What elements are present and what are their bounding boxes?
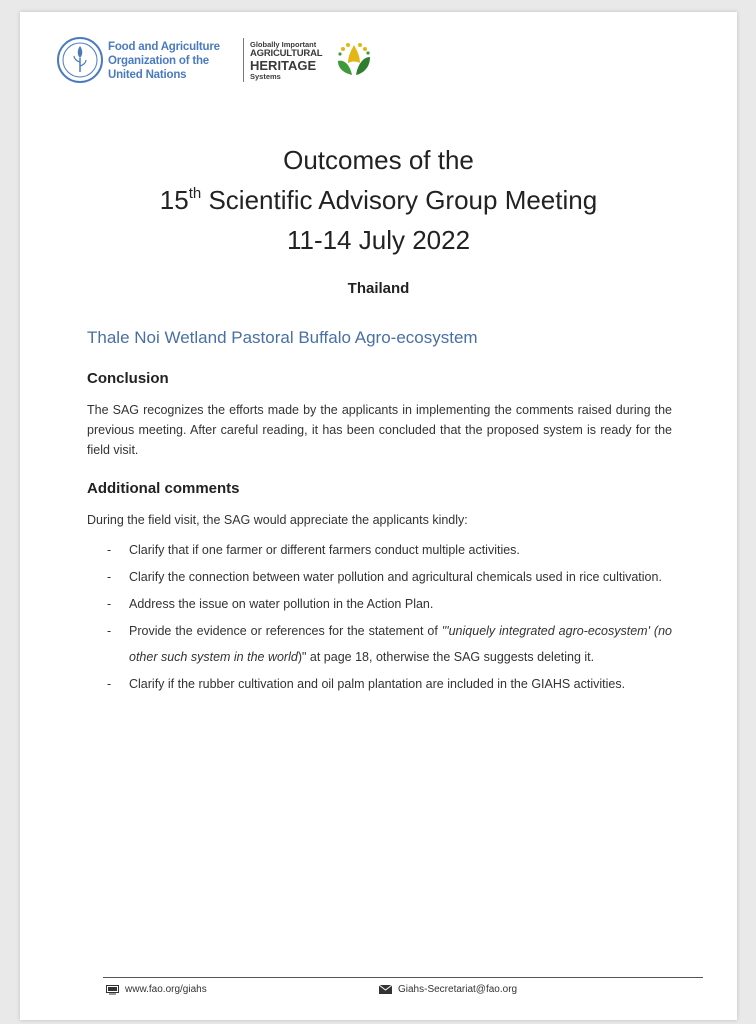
list-item [87, 537, 672, 563]
list-item-text: Clarify if the rubber cultivation and oil palm plantation are included in the GIAHS activities. [129, 677, 626, 691]
header-divider [243, 38, 244, 82]
giahs-line3: HERITAGE [250, 58, 317, 73]
site-name-heading: Thale Noi Wetland Pastoral Buffalo Agro-ecosystem [87, 328, 478, 347]
list-item-text: Address the issue on water pollution in the Action Plan. [129, 597, 434, 611]
list-item-quote: "'uniquely integrated agro-ecosystem' (no other such system in the world [129, 624, 672, 664]
bullet-dash: - [107, 624, 112, 638]
title-line-3: 11-14 July 2022 [286, 225, 471, 255]
giahs-logo-icon [334, 39, 374, 79]
conclusion-text: The SAG recognizes the efforts made by the applicants in implementing the comments raised during the previous meeting. After careful reading, it has been concluded that the proposed system is ready for the field visit. [87, 403, 672, 457]
giahs-line1: Globally Important [250, 40, 317, 49]
footer-website[interactable] [106, 984, 207, 995]
fao-name-line: Organization of the [108, 55, 209, 67]
bullet-dash: - [107, 543, 112, 557]
title-line-2 [20, 180, 737, 220]
footer-email[interactable] [379, 984, 517, 995]
title-meeting-number: 15 [159, 185, 189, 215]
footer-website-link[interactable]: www.fao.org/giahs [125, 984, 207, 995]
list-item [87, 564, 672, 590]
document-page [20, 12, 737, 1020]
bullet-dash: - [107, 597, 112, 611]
comments-list [87, 537, 672, 698]
conclusion-heading: Conclusion [87, 370, 169, 387]
list-item [87, 591, 672, 617]
list-item-text: Clarify that if one farmer or different farmers conduct multiple activities. [129, 543, 520, 557]
title-ordinal-suffix: th [188, 185, 202, 202]
list-item [87, 618, 672, 670]
additional-comments-heading: Additional comments [87, 480, 240, 497]
list-item-text-mid: )" [297, 650, 307, 664]
monitor-icon [106, 985, 119, 995]
list-item-text-pre: Provide the evidence or references for the statement of [129, 624, 442, 638]
envelope-icon [379, 985, 392, 994]
country-heading: Thailand [347, 280, 410, 297]
fao-name-line: United Nations [108, 69, 187, 81]
giahs-line4: Systems [250, 72, 281, 81]
footer-rule [103, 977, 703, 978]
additional-comments-intro: During the field visit, the SAG would appreciate the applicants kindly: [87, 513, 468, 527]
list-item-text-post: at page 18, otherwise the SAG suggests deleting it. [306, 650, 595, 664]
list-item [87, 671, 672, 697]
fao-name-line: Food and Agriculture [108, 41, 220, 53]
footer-email-link[interactable]: Giahs-Secretariat@fao.org [398, 984, 518, 995]
bullet-dash: - [107, 677, 112, 691]
fao-organization-name [108, 40, 226, 82]
giahs-line2: AGRICULTURAL [250, 48, 323, 59]
bullet-dash: - [107, 570, 112, 584]
fao-logo-icon [56, 36, 104, 84]
list-item-text: Clarify the connection between water pollution and agricultural chemicals used in rice cultivation. [129, 570, 662, 584]
document-title [20, 140, 737, 260]
title-meeting-name: Scientific Advisory Group Meeting [201, 185, 598, 215]
title-line-1: Outcomes of the [283, 145, 474, 175]
